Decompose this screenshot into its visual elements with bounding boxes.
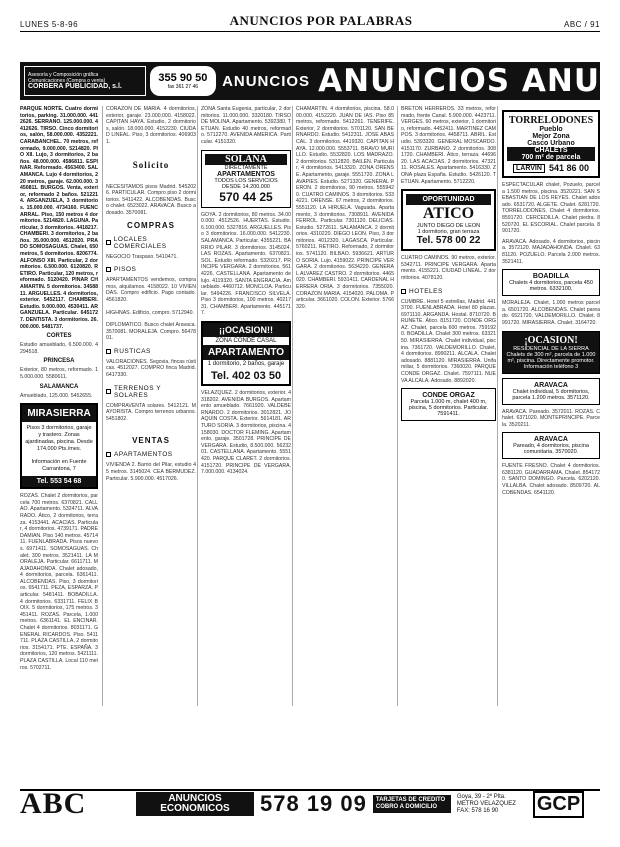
banner-word-small: ANUNCIOS [222,72,311,90]
category-heading: LOCALES COMERCIALES [106,236,196,250]
ocasion-sierra-ad [502,331,600,374]
ad-line: Mejor Zona [532,133,570,140]
ad-text-block: VIVIENDA 2. Barrio del Pilar, estudio 45 metros. 3145024. CEA BERMUDEZ. Particular. 5.900.000. 4517026. [106,462,196,482]
agency-phone: 355 90 50 [158,72,208,84]
ad-text-block: NECESITAMOS pisos Madrid. 5452026. PARTICULAR. Compro piso 2 dormitorios. 5411422. ALCOBENDAS. Busco chalet. 6523022. ARAVACA. Busco adosado. 3570081. [106,183,196,216]
ad-phone: Información teléfono 3 [523,363,579,370]
payment-line: COBRO A DOMICILIO [375,804,438,810]
ad-phone: Tel. 578 00 22 [416,235,481,247]
ad-text-block: Estudio amueblado, 6.500.000. 4294518. [20,342,98,355]
ad-text-block: FUENTE FRESNO. Chalet 4 dormitorios. 6381120. GUADARRAMA. Chalet. 8541720. SANTO DOMINGO. Parcela. 6202120. VILLALBA. Chalet adosado. 8509720. ALCOBENDAS. 6541120. [502,463,600,496]
column-6 [502,106,600,709]
ad-title: TORRELODONES [508,115,594,126]
ad-text-block: PARQUE NORTE. Cuatro dormitorios, parking. 31.000.000. 4412626. SERRANO. 125.000.000. 4412626. TIRSO. Cinco dormitorios, salón, 58.000.000. 4352221. CARABANCHEL. 70 metros, reformado, 9.000.000. 5214820. PIO XII. Lujo, 3 dormitorios, 2 baños. 48.000.000. 4586811. ESPINAR. Reformado. 4563400. SALAMANCA. Lujo 4 dormitorios, 220 metros, garaje. 62.000.000. 3450811. BURGOS. Venta, exterior, reformado 2 baños. 5212214. ARGANZUELA, 3 dormitorios. 15.000.000. 4734160. FUENCARRAL. Piso, 150 metros 4 dormitorios. 5214820. LAGUNA. Particular, 3 dormitorios. 4418217. CHAMBERI. 3 dormitorios, 2 baños. 35.000.000. 4512020. PRADO SOMOSAGUAS. Chalet, 650 metros, 5 dormitorios. 8206774. ALFONSO XIII. Particular, 2 dormitorios. 6.500.000. 6120820. RETIRO. Particular, 120 metros, reformado. 5120420. PINAR CHAMARTIN. 5 dormitorios. 3458811. ARGUELLES. 4 dormitorios, exterior. 5452117. CHAMBERI. Estudio. 9.000.000. 4530411. ARGANZUELA. Particular. 6451727. DENTISTA. 3 dormitorios. 26.000.000. 5481737. [20,106,98,330]
agency-line2: Comunicaciones (Compra o venta) [28,78,106,84]
ad-text-block: ESPECTACULAR chalet, Pozuelo, parcela 1.500 metros, piscina. 3520221. SAN SEBASTIAN DE LOS REYES. Chalet adosado. 6531720. ALGETE. Chalet. 6281720. TORRELODONES. Chalet 4 dormitorios. 8591720. CERCEDILLA. Chalet piedra. 8520720. EL ESCORIAL. Chalet parcela. 8901720. [502,182,600,235]
ad-line: Casco Urbano [527,140,575,147]
solana-ad [201,150,291,208]
ad-title: OPORTUNIDAD [406,194,491,205]
ad-text-block: Amueblado, 125.000. 5452655. [20,392,93,399]
ad-line: Pueblo [539,126,563,133]
column-3 [201,106,291,709]
payment-info [373,795,451,813]
ad-heading: CHALETS [507,147,595,154]
page-number: ABC / 91 [563,20,600,29]
ad-text-block: ZONA Santa Eugenia, particular, 2 dormitorios. 11.000.000. 3320180. TIRSO DE MOLINA. Apartamento. 5392380. TETUAN. Estudio 40 metros, reformado. 5712270. AVENIDA AMERICA. Particular. 4151320. [201,106,291,145]
ad-subtitle: DIRECTAMENTE [224,164,268,171]
classified-columns [20,106,600,709]
ad-desc: 1 dormitorio, gran terraza [417,229,480,236]
ad-subtitle: ZONA CONDE CASAL [215,338,277,345]
ad-text-block: Exterior, 80 metros, reformado. 15.000.000. 5580611. [20,367,98,380]
section-title: ANUNCIOS POR PALABRAS [229,13,413,28]
ad-text-block: CUATRO CAMINOS. 90 metros, exterior. 5342711. PRINCIPE VERGARA. Apartamento. 4155221. CIUDAD LINEAL. 2 dormitorios. 4078120. [401,255,496,281]
address-line: FAX: 578 16 90 [456,807,499,814]
agency-phone-badge [150,66,216,96]
issue-date: LUNES 5-8-96 [20,20,79,29]
ad-line: TODOS LOS SERVICIOS [214,177,278,184]
ad-text-block: CUMBRE. Hotel 5 estrellas, Madrid. 4413700. FUENLABRADA. Hotel 80 plazas. 6971110. ARGANDA. Hostal. 8710720. BRUNETE. Ático. 8151720. CONDE ORGAZ. Chalet, parcela 600 metros. 7591920. BOADILLA. Chalet 300 metros. 6332150. MIRASIERRA. Chalet individual, piscina. 7361720. VALDEMORILLO. Chalet, 4 dormitorios. 8990211. ALCALA. Chalet adosado. 8881120. MIRASIERRA. Unifamiliar, 5 dormitorios. 7360020. PARQUE CONDE ORGAZ. Chalet. 7597111. NUEVA ALCALA. Adosado. 8892020. [401,298,496,384]
ad-text-block: NEGOCIO Traspaso. 5410471. [106,253,178,260]
ad-text-block: GOYA. 2 dormitorios, 80 metros. 34.000.000. 4512526. HUERTAS. Estudio. 6.100.000. 5327816. ARGUELLES. Piso 3 dormitorios. 16.000.000. 5412230. SALAMANCA. Particular. 4355221. BARRIO PILAR. 3 dormitorios. 3145024. LAS ROZAS. Apartamento. 6370821. SOL. Estudio reformado. 5320217. PRINCIPE VERGARA. 2 dormitorios. 5614226. CASTELLANA. Apartamento de lujo. 4119320. SANTA ENGRACIA. Amueblado. 4460712. MONCLOA. Particular. 5494226. FRANCISCO SILVELA. Piso 3 dormitorios, 100 metros. 4021731. CHAMBERI. Apartamento. 4451717. [201,211,291,317]
address-line: Goya, 39 - 2º Plta. [456,793,506,800]
ad-heading: APARTAMENTO [203,345,289,360]
ad-phone: Tel. 553 54 68 [22,476,96,487]
category-heading: RUSTICAS [106,348,196,355]
section-heading: VENTAS [132,436,170,446]
square-bullet-icon [401,289,406,294]
ad-text-block: BRETON HERREROS. 33 metros, reformado, frente Canal. 5.900.000. 4423711. VERGES. 60 metros, exterior, 1 dormitorio, reformado. 4452411. MARTINEZ CAMPOS. 3 dormitorios. 4458711. ABRIL. Estudio. 5393320. GENERAL MOSCARDO. 4151170. ZURBANO. 2 dormitorios. 3081720. CHAMBERI. Ático, terraza. 4469620. LAS ACACIAS. 2 dormitorios. 4732111. ROSALES. Apartamento. 5416330. ZONA plaza España. Estudio. 5426120. TETUAN. Apartamento. 5712220. [401,106,496,185]
footer-banner [20,787,600,820]
ad-title: MIRASIERRA [22,405,96,422]
ad-info: Información en Fuente Carrantona, 7 [31,459,87,473]
subsection-heading: CORTES [46,333,72,340]
office-address [457,794,527,815]
top-banner [20,62,600,100]
square-bullet-icon [106,240,111,245]
ad-body: Chalets de 300 m², parcela de 1.000 m², piscina. Directamente promotor. [506,351,596,364]
ad-price: DESDE 14.200.000 [221,183,270,190]
category-heading: APARTAMENTOS [106,451,196,458]
ad-phone: Tel. 402 03 50 [210,370,282,383]
abc-logo: ABC [20,787,87,820]
subsection-heading: PRINCESA [43,358,75,365]
agency-line1: Asesoría y Composición gráfica [28,72,99,78]
oportunidad-ad [401,189,496,251]
ad-body: Pareado, 4 dormitorios, piscina comunitaria. 3570020. [513,443,589,456]
ad-phone: 570 44 25 [219,189,273,204]
category-heading: HOTELES [401,288,496,295]
ad-phone: 541 86 00 [548,163,589,173]
gcp-logo: GCP [533,791,584,818]
payment-line: TARJETAS DE CREDITO [375,797,446,803]
ad-text-block: VALORACIONES. Segovia, fincas rústicas. 4512027. COMPRO finca Madrid. 6417330. [106,358,196,379]
ad-price: 700 m² de parcela [507,154,595,161]
ad-body: Pisos 3 dormitorios, garaje y trastero. Zonas ajardinadas, piscina. Desde 174.000 Pts./mes. [25,425,93,453]
label-line: ANUNCIOS [168,793,222,804]
banner-word-big: ANUNCIOS ANU [318,63,600,99]
footer-phone: 578 19 09 [260,791,367,816]
square-bullet-icon [106,267,111,272]
ad-text-block: COMPRAVENTA solares. 5412121. MAYORISTA. Compro terrenos urbanos. 5451802. [106,402,196,422]
agency-logo [24,66,146,96]
square-bullet-icon [106,349,111,354]
ad-desc: 1 dormitorio, 2 baños, garaje [207,361,285,368]
ad-subtitle: JUNTO DIEGO DE LEON [416,223,481,230]
ad-text-block: HIGHNAS. Edificio, compro. 5712940. [106,309,194,316]
ad-heading: APARTAMENTOS [217,170,275,178]
ad-text-block: CHAMARTIN. 4 dormitorios, piscina. 58.000.000. 4152220. JUAN DE IAS. Piso 85 metros, reformado. 5412261. TENERIFE. Exterior, 2 dormitorios. 5701120. SAN BERNARDO. Estudio. 5412311. JOSE ABASCAL. 3 dormitorios. 4419320. CAPITAN HAYA. 12.000.000. 5553711. BRAVO MURILLO. Estudio. 5532820. LOS MADRAZO. 2 dormitorios. 5312820. BAILEN. Particular, 4 dormitorios. 5413320. ZONA ORENSE. Apartamento, garaje. 5551720. ZONA LAVAPIES. Estudio. 5271320. GENERAL PERON. 2 dormitorios, 90 metros. 5559420. CUATRO CAMINOS. 3 dormitorios. 5334221. ORENSE. 67 metros, 2 dormitorios. 5551120. LA HIRUELA. Vaguada. Apartamento, 3 dormitorios. 7308911. AVENIDA FERROL. Particular. 7301120. DELICIAS. Estudio. 5272611. SALAMANCA. 2 dormitorios. 4310220. DIEGO LEON. Piso, 3 dormitorios. 4012320. LAGASCA. Particular. 5760211. RETIRO. Reformado, 2 dormitorios. 5741120. BILBAO. 5936621. ARTURO SORIA. Lujo. 4159022. PRINCIPE VERGARA. 2 dormitorios. 5634220. GENERAL ALVAREZ CASTRO. 2 dormitorios. 4465020. CHAMBERI. 5931411. CARDENAL HERRERA ORIA. 3 dormitorios. 7355020. CORAZON MARIA. 4154020. PALOMA. Particular. 3661020. COLON. Exterior. 5766320. [296,106,394,310]
ad-title: ¡¡OCASION!! [203,323,289,337]
aravaca-ad [502,378,600,405]
ad-body: Chalet individual, 5 dormitorios, parcela 1.200 metros. 3571120. [512,388,590,401]
ad-text-block: MORALEJA. Chalet, 1.000 metros parcela. 6501720. ALCOBENDAS. Chalet pareado. 6521720. VALDEMORILLO. Chalet. 8991720. MIRASIERRA. Chalet. 3164720. [502,300,600,326]
square-bullet-icon [106,452,111,457]
ad-title: BOADILLA [532,273,570,281]
label-line: ECONOMICOS [160,803,230,814]
column-2 [106,106,196,709]
agency-name: CORBERA PUBLICIDAD, s.l. [28,83,122,90]
ocasion-ad [201,321,291,386]
section-heading: COMPRAS [127,220,175,230]
address-line: METRO VELAZQUEZ [456,800,516,807]
ad-heading: ATICO [422,205,475,223]
ad-title: ARAVACA [534,436,568,444]
agency-name: LARVIN [513,164,545,173]
page-header [20,14,600,32]
category-heading: PISOS [106,266,196,273]
conde-orgaz-ad [401,388,496,421]
ad-title: ¡OCASION! [524,334,578,346]
ad-text-block: APARTAMENTOS vendemos, compramos, alquilamos. 4158022. 10 VIVIENDAS. Compro edificio. Pago contado. 4561820. [106,277,196,303]
ad-body: Parcela 1.000 m, chalet 400 m, piscina, 5 dormitorios. Particular. 7591411. [408,399,489,418]
aravaca-ad [502,432,600,459]
ad-text-block: VELAZQUEZ. 2 dormitorios, exterior. 4318202. AVENIDA BURGOS. Apartamento amueblado. 7661920. VALDEBERNARDO. 2 dormitorios. 3012821. JOAQUIN COSTA. Exterior. 5614181. ARTURO SORIA. 3 dormitorios, piscina. 4158030. DOCTOR FLEMING. Apartamento, garaje. 3501728. PRINCIPE DE VERGARA. Estudio, 8.500.000. 5623201. CASTELLANA. Apartamento. 5551420. PARQUE CLARET. 2 dormitorios. 4151720. PRINCIPE DE VERGARA. 7.000.000. 4134024. [201,390,291,476]
ad-title: ARAVACA [534,381,568,389]
mirasierra-ad [20,403,98,489]
torrelodones-ad [502,110,600,178]
ad-text-block: ROZAS. Chalet 2 dormitorios, parcela 700 metros. 6370821. CALLAO. Apartamento. 5324711. ALVARADO. Ático, 2 dormitorios, terraza. 4153441. ACACIAS. Particular, 4 dormitorios. 4739171. PADRE DAMIAN. Piso 140 metros. 4571411. FUENLABRADA. Pisos nuevos. 6971411. SOMOSAGUAS. Chalet, 300 metros. 3521411. LA MORALEJA. Particular. 6611711. MAJADAHONDA. Chalet adosado, 4 dormitorios, parcela. 6361411. ALCOBENDAS. Piso, 3 dormitorios. 6541711. PEZA, ESPARZA. Particular. 5481411. BOBADILLA. 4 dormitorios. 6331711. FELIX BOIX. 5 dormitorios, 175 metros. 3451411. ROZAS. Parcela, 1.000 metros. 6361141. EL ENCINAR. Chalet 4 dormitorios. 8031171. GENERAL RICARDOS. Piso. 5411711. PLAZA CASTILLA, 2 dormitorios. 3154171. PTE. ESPAÑA. 3 dormitorios, 120 metros. 5421111. PLAZA CASTILLA. Local 110 metros. 5702711. [20,493,98,671]
subsection-heading: SALAMANCA [39,383,79,390]
ad-subtitle: RESIDENCIAL DE LA SIERRA [513,345,589,352]
anuncios-economicos-label [136,792,254,816]
agency-fax: fax 361 27 46 [167,84,199,90]
column-5 [401,106,496,709]
ad-text-block: ARAVACA. Pareado. 3572011. ROZAS. Chalet. 6371020. MONTEPRINCIPE. Parcela. 3520211. [502,408,600,428]
square-bullet-icon [106,389,111,394]
column-1 [20,106,98,709]
ad-text-block: ARAVACA. Adosado, 4 dormitorios, piscina. 3572120. MAJADAHONDA. Chalet. 6381120. POZUELO. Parcela 2.000 metros. 3521411. [502,238,600,265]
boadilla-ad [502,269,600,296]
column-4 [296,106,394,709]
ad-title: SOLANA [205,154,287,165]
ad-body: Chalets 4 dormitorios, parcela 450 metros. 6332100. [509,280,593,293]
category-heading: TERRENOS Y SOLARES [106,385,196,399]
ad-text-block: CORAZON DE MARIA. 4 dormitorios, exterior, garaje. 23.000.000. 4158022. CAPITAN HAYA. Estudio, 2 dormitorios, salón. 18.000.000. 4152230. CIUDAD LINEAL. Piso, 3 dormitorios. 4069031. [106,106,196,145]
section-heading: Solicito [132,159,170,170]
ad-text-block: DIPLOMATICO. Busco chalet Aravaca. 3570081. MORALEJA. Compro. 5647801. [106,322,196,342]
ad-title: CONDE ORGAZ [422,392,475,400]
